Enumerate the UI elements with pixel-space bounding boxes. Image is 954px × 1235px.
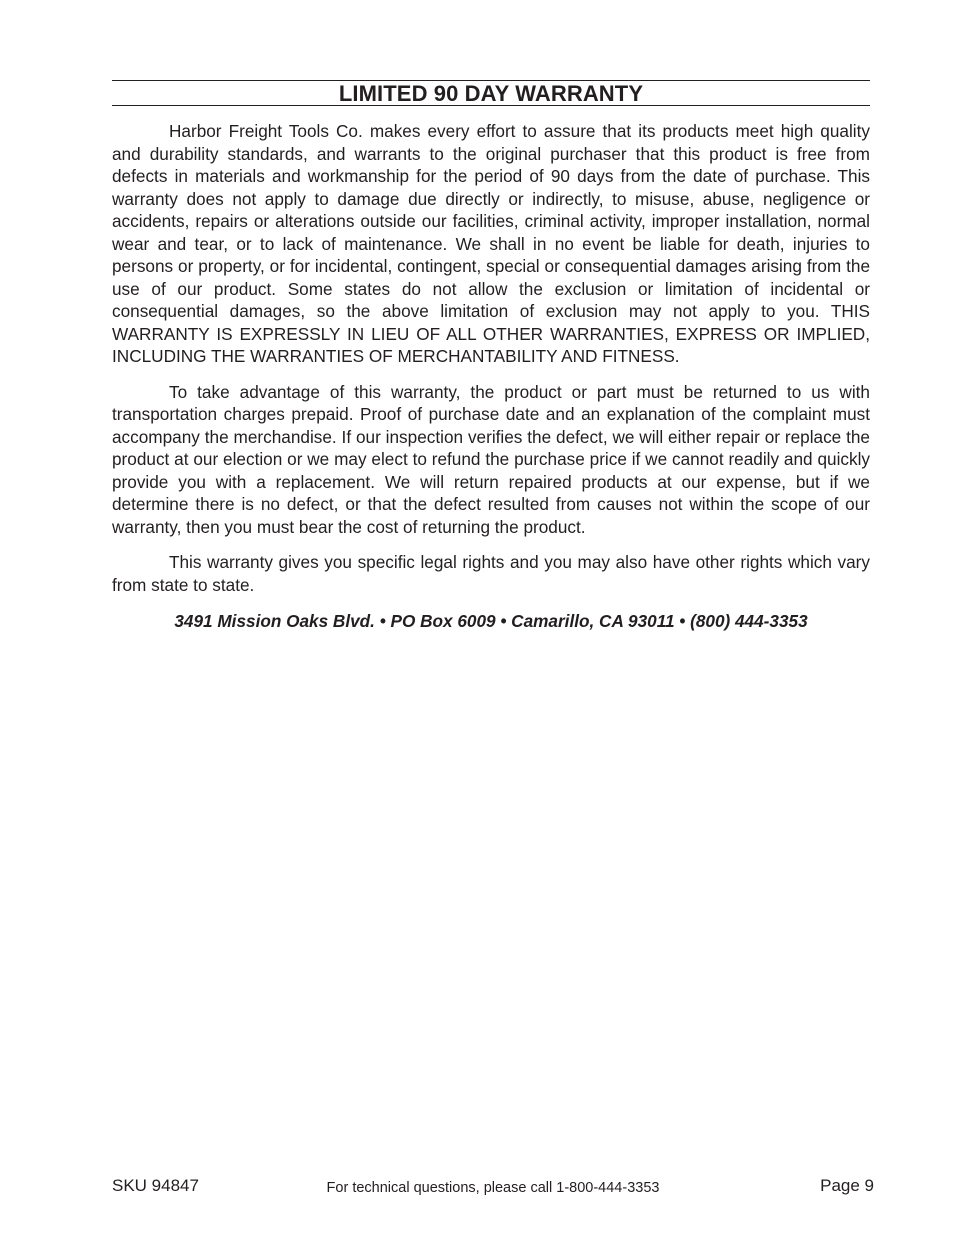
- page-title: LIMITED 90 DAY WARRANTY: [338, 81, 644, 106]
- footer-sku: SKU 94847: [112, 1176, 199, 1195]
- warranty-paragraph-rights: This warranty gives you specific legal rights and you may also have other rights which vary from state to state.: [112, 552, 870, 595]
- warranty-section: [112, 80, 870, 632]
- footer-tech-support: For technical questions, please call 1-800-444-3353: [326, 1180, 660, 1196]
- warranty-body: [112, 120, 870, 596]
- company-address: 3491 Mission Oaks Blvd. • PO Box 6009 • Camarillo, CA 93011 • (800) 444-3353: [174, 611, 808, 631]
- warranty-paragraph-claims: To take advantage of this warranty, the product or part must be returned to us with transportation charges prepaid. Proof of purchase date and an explanation of the complaint must accompany the merchandise. If our inspection verifies the defect, we will either repair or replace the product at our election or we may elect to refund the purchase price if we cannot readily and quickly provide you with a replacement. We will return repaired products at our expense, but if we determine there is no defect, or that the defect resulted from causes not within the scope of our warranty, then you must bear the cost of returning the product.: [112, 381, 870, 537]
- title-bar: [112, 80, 870, 106]
- page-footer: [112, 1174, 874, 1200]
- footer-page-number: Page 9: [820, 1176, 874, 1195]
- warranty-paragraph-coverage: Harbor Freight Tools Co. makes every effort to assure that its products meet high quality and durability standards, and warrants to the original purchaser that this product is free from defects in materials and workmanship for the period of 90 days from the date of purchase. This warranty does not apply to damage due directly or indirectly, to misuse, abuse, negligence or accidents, repairs or alterations outside our facilities, criminal activity, improper installation, normal wear and tear, or to lack of maintenance. We shall in no event be liable for death, injuries to persons or property, or for incidental, contingent, special or consequential damages arising from the use of our product. Some states do not allow the exclusion or limitation of incidental or consequential damages, so the above limitation of exclusion may not apply to you. THIS WARRANTY IS EXPRESSLY IN LIEU OF ALL OTHER WARRANTIES, EXPRESS OR IMPLIED, INCLUDING THE WARRANTIES OF MERCHANTABILITY AND FITNESS.: [112, 121, 870, 366]
